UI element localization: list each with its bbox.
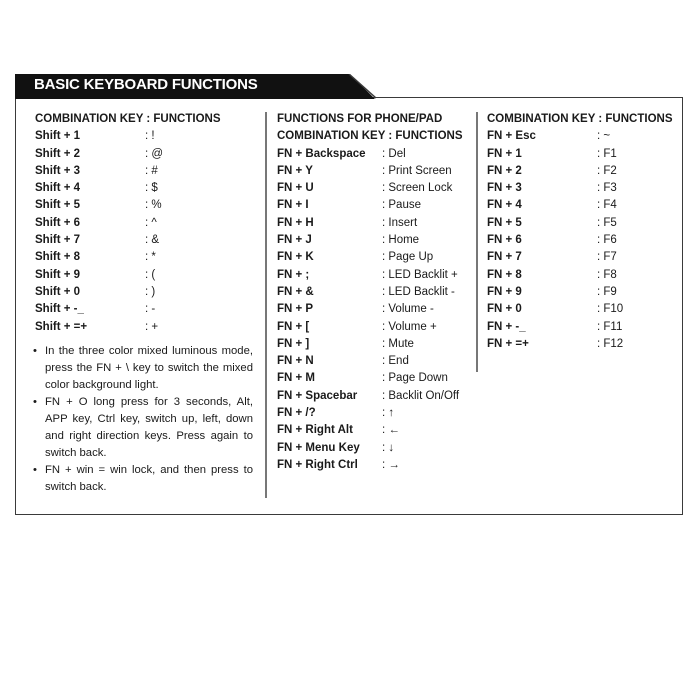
combination-row: [487, 128, 673, 145]
combination-key: FN + 9: [487, 285, 522, 298]
combination-key: FN + K: [277, 251, 314, 264]
combination-key: FN + H: [277, 216, 314, 229]
combination-function: : ): [145, 285, 156, 298]
combination-function: : LED Backlit +: [382, 268, 458, 281]
combination-key: FN + 1: [487, 147, 522, 160]
combination-key: Shift + 5: [35, 199, 81, 212]
combination-key: Shift + 9: [35, 268, 81, 281]
combination-function: : →: [382, 458, 400, 471]
combination-row: [277, 163, 463, 180]
combination-function: : F5: [597, 216, 617, 229]
combination-row: [487, 232, 673, 249]
combination-row: [277, 336, 463, 353]
combination-row: [277, 370, 463, 387]
combination-function: : $: [145, 182, 158, 195]
combination-function: : F7: [597, 251, 617, 264]
combination-key: Shift + =+: [35, 320, 88, 333]
combination-function: : Del: [382, 147, 406, 160]
combination-row: [487, 163, 673, 180]
combination-key: Shift + 7: [35, 234, 81, 247]
combination-function: : F3: [597, 182, 617, 195]
combination-function: : F10: [597, 303, 624, 316]
notes-list: [33, 343, 253, 496]
combination-key: FN + M: [277, 372, 316, 385]
combination-function: : ↓: [382, 441, 395, 454]
combination-key: FN + Menu Key: [277, 441, 360, 454]
combination-row: [35, 163, 221, 180]
combination-key: FN + I: [277, 199, 309, 212]
combination-row: [487, 301, 673, 318]
combination-row: [487, 215, 673, 232]
combination-row: [277, 353, 463, 370]
combination-row: [277, 301, 463, 318]
combination-row: [487, 146, 673, 163]
combination-key: FN + 6: [487, 234, 522, 247]
fn-keys-column: [487, 111, 673, 353]
combination-function: : Volume -: [382, 303, 434, 316]
combination-function: : F9: [597, 285, 617, 298]
combination-row: [35, 284, 221, 301]
combination-function: : Screen Lock: [382, 182, 453, 195]
combination-function: : %: [145, 199, 162, 212]
combination-row: [277, 146, 463, 163]
combination-function: : Pause: [382, 199, 421, 212]
combination-key: Shift + 1: [35, 130, 81, 143]
combination-key: FN + N: [277, 355, 314, 368]
combination-row: [35, 146, 221, 163]
combination-row: [35, 180, 221, 197]
combination-key: FN + 7: [487, 251, 522, 264]
combination-row: [277, 284, 463, 301]
combination-row: [277, 232, 463, 249]
combination-row: [277, 440, 463, 457]
combination-key: Shift + 8: [35, 251, 81, 264]
combination-list: [35, 128, 221, 336]
combination-key: FN + J: [277, 234, 312, 247]
combination-key: FN + P: [277, 303, 314, 316]
combination-function: : ~: [597, 130, 611, 143]
combination-function: : F11: [597, 320, 623, 333]
combination-function: : LED Backlit -: [382, 285, 455, 298]
combination-function: : -: [145, 303, 156, 316]
shift-combinations-column: [35, 111, 221, 336]
column-divider-2: [476, 112, 478, 372]
combination-list: [487, 128, 673, 353]
combination-function: : Mute: [382, 337, 414, 350]
combination-row: [35, 232, 221, 249]
combination-function: : *: [145, 251, 156, 264]
combination-function: : F4: [597, 199, 617, 212]
combination-key: FN + =+: [487, 337, 529, 350]
combination-function: : @: [145, 147, 164, 160]
combination-row: [487, 267, 673, 284]
combination-list: [277, 146, 463, 475]
combination-function: : ←: [382, 424, 400, 437]
section-heading: FUNCTIONS FOR PHONE/PAD: [277, 113, 443, 125]
column-divider-1: [265, 112, 267, 498]
combination-row: [35, 128, 221, 145]
combination-function: : F1: [597, 147, 617, 160]
combination-function: : Insert: [382, 216, 418, 229]
combination-function: : Page Down: [382, 372, 448, 385]
combination-row: [277, 388, 463, 405]
combination-function: : Backlit On/Off: [382, 389, 460, 402]
combination-row: [277, 457, 463, 474]
combination-key: FN + 0: [487, 303, 522, 316]
phone-pad-functions-column: [277, 111, 463, 474]
combination-key: Shift + 0: [35, 285, 81, 298]
combination-function: : Volume +: [382, 320, 437, 333]
combination-row: [487, 180, 673, 197]
combination-key: FN + 2: [487, 164, 522, 177]
combination-row: [277, 197, 463, 214]
note-item: • FN + win = win lock, and then press to switch back.: [33, 462, 253, 496]
combination-key: Shift + 6: [35, 216, 81, 229]
combination-function: : ↑: [382, 407, 395, 420]
combination-key: FN + U: [277, 182, 314, 195]
combination-function: : Home: [382, 234, 420, 247]
column-header: COMBINATION KEY : FUNCTIONS: [487, 113, 673, 125]
combination-row: [487, 319, 673, 336]
combination-key: Shift + 4: [35, 182, 81, 195]
combination-key: FN + Spacebar: [277, 389, 358, 402]
combination-row: [277, 319, 463, 336]
combination-row: [487, 249, 673, 266]
combination-key: FN + ]: [277, 337, 310, 350]
combination-key: FN + Esc: [487, 130, 536, 143]
combination-row: [277, 405, 463, 422]
combination-function: : ^: [145, 216, 157, 229]
combination-function: : (: [145, 268, 156, 281]
note-item: • FN + O long press for 3 seconds, Alt, APP key, Ctrl key, switch up, left, down and right direction keys. Press again to switch back.: [33, 394, 253, 462]
combination-row: [35, 197, 221, 214]
combination-function: : #: [145, 164, 158, 177]
combination-row: [277, 267, 463, 284]
combination-row: [487, 284, 673, 301]
combination-function: : !: [145, 130, 155, 143]
combination-row: [487, 197, 673, 214]
combination-row: [277, 249, 463, 266]
combination-key: FN + Right Alt: [277, 424, 353, 437]
combination-key: FN + &: [277, 285, 314, 298]
combination-function: : Print Screen: [382, 164, 452, 177]
combination-row: [277, 422, 463, 439]
combination-row: [35, 319, 221, 336]
combination-key: FN + 5: [487, 216, 522, 229]
column-header: COMBINATION KEY : FUNCTIONS: [35, 113, 221, 125]
combination-key: FN + ;: [277, 268, 310, 281]
combination-row: [35, 215, 221, 232]
combination-key: Shift + 3: [35, 164, 81, 177]
combination-function: : +: [145, 320, 159, 333]
combination-key: FN + /?: [277, 407, 316, 420]
combination-function: : F2: [597, 164, 617, 177]
title-banner-edge: [335, 74, 377, 99]
combination-key: FN + Right Ctrl: [277, 458, 358, 471]
combination-function: : &: [145, 234, 160, 247]
combination-key: Shift + -_: [35, 303, 84, 316]
combination-row: [277, 180, 463, 197]
combination-row: [35, 301, 221, 318]
combination-key: FN + 4: [487, 199, 522, 212]
combination-key: FN + Backspace: [277, 147, 366, 160]
combination-function: : F12: [597, 337, 624, 350]
combination-key: FN + [: [277, 320, 310, 333]
combination-key: FN + 3: [487, 182, 522, 195]
combination-function: : Page Up: [382, 251, 434, 264]
combination-function: : End: [382, 355, 409, 368]
combination-row: [35, 249, 221, 266]
combination-row: [277, 215, 463, 232]
combination-key: FN + Y: [277, 164, 313, 177]
combination-row: [487, 336, 673, 353]
column-header: COMBINATION KEY : FUNCTIONS: [277, 130, 463, 143]
page-title: BASIC KEYBOARD FUNCTIONS: [34, 76, 258, 93]
combination-key: FN + 8: [487, 268, 522, 281]
combination-function: : F6: [597, 234, 617, 247]
combination-key: Shift + 2: [35, 147, 81, 160]
combination-key: FN + -_: [487, 320, 526, 333]
combination-row: [35, 267, 221, 284]
combination-function: : F8: [597, 268, 617, 281]
note-item: • In the three color mixed luminous mode, press the FN + \ key to switch the mixed color background light.: [33, 343, 253, 394]
